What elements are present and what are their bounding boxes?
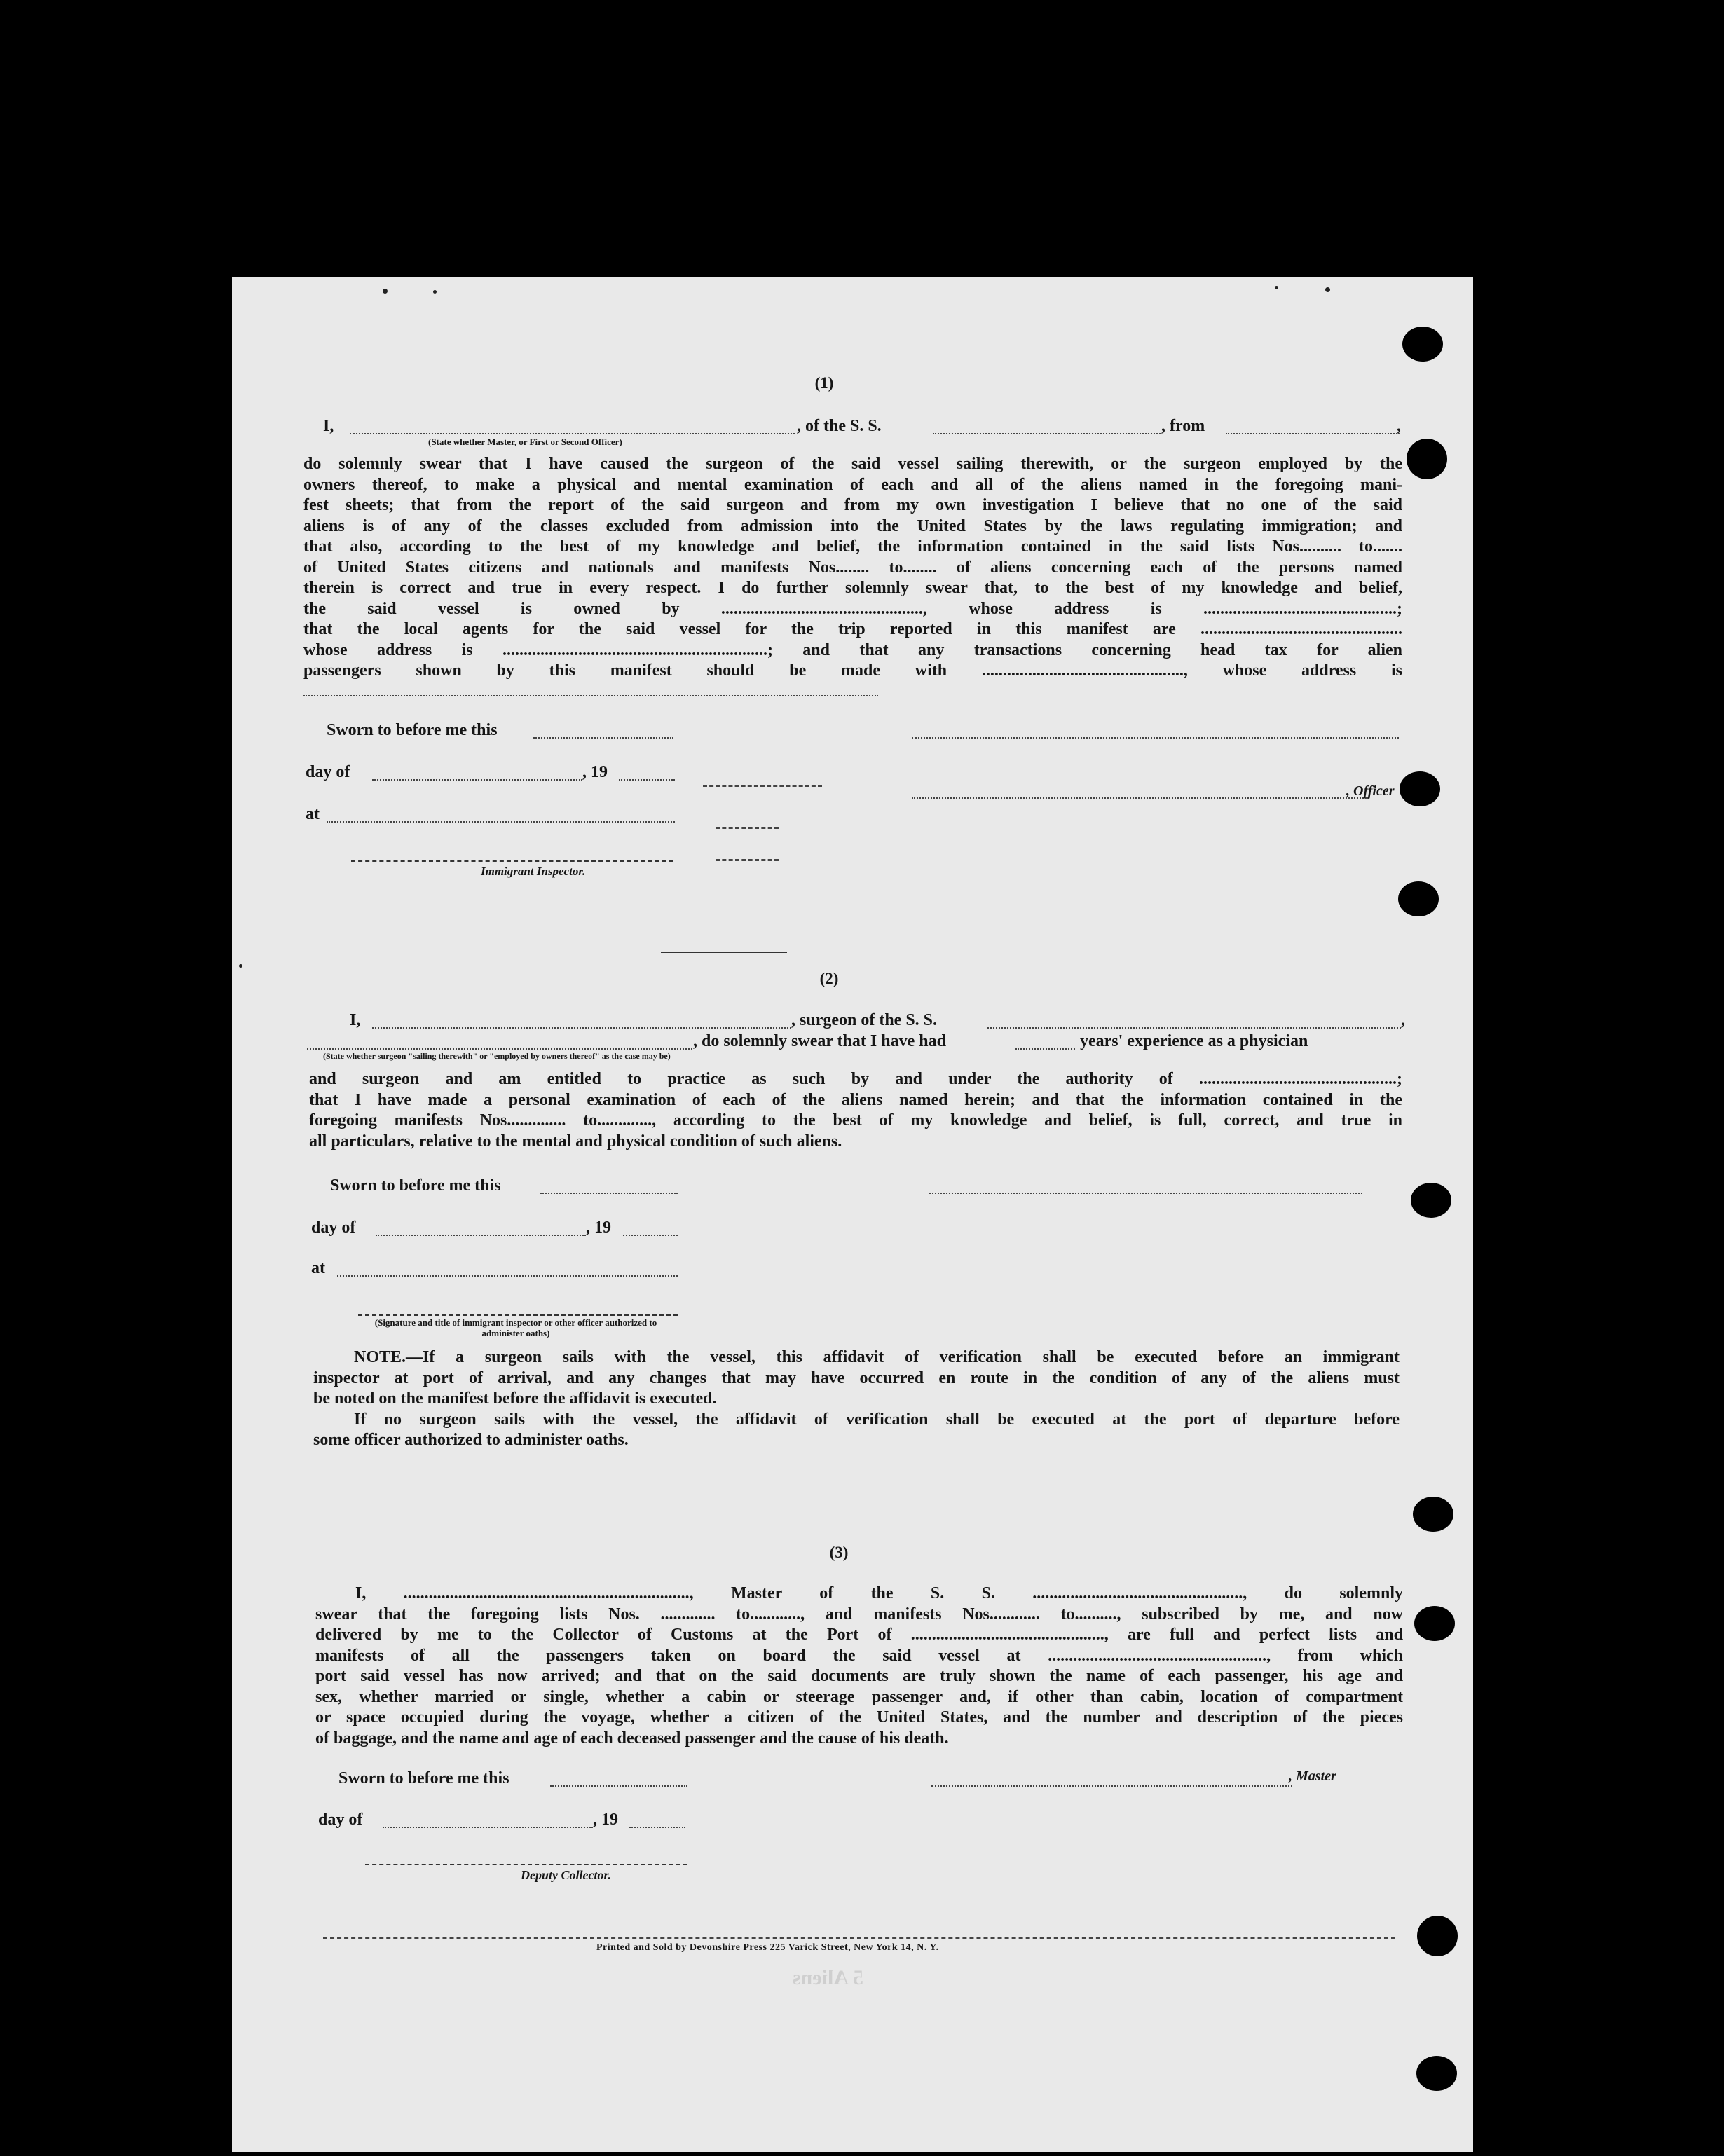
section-1-number: (1) — [814, 374, 834, 392]
paragraph-line: or space occupied during the voyage, whether a citizen of the United States, and the number and description of the pieces — [315, 1708, 1403, 1726]
inspector-signature-line — [358, 1314, 678, 1316]
blank-years[interactable] — [1015, 1048, 1075, 1050]
paragraph-line: swear that the foregoing lists Nos. ............. to............, and manifests Nos............ to.........., subscribed by me, and now — [315, 1605, 1403, 1623]
section-3-paragraph — [315, 1584, 1403, 1749]
section-1-day-of: day of — [306, 763, 350, 781]
note-line: be noted on the manifest before the affidavit is executed. — [313, 1389, 717, 1408]
blank-at-place[interactable] — [327, 821, 675, 823]
binder-hole — [1411, 1183, 1451, 1218]
section-3-master: , Master — [1289, 1769, 1336, 1784]
blank-officer-signature-2[interactable] — [912, 797, 1369, 799]
paragraph-line: whose address is ...............................................................; and that any transactions concerning head tax for alien — [303, 640, 1402, 659]
blank-day-month[interactable] — [372, 779, 582, 781]
section-3-day-of: day of — [318, 1811, 363, 1829]
collector-signature-line — [365, 1864, 687, 1865]
speck — [1325, 287, 1330, 292]
blank-surgeon-name[interactable] — [372, 1027, 791, 1029]
paragraph-line: foregoing manifests Nos.............. to............., according to the best of my knowledge and belief, is full, correct, and true in — [309, 1111, 1402, 1130]
section-1-inspector: Immigrant Inspector. — [481, 865, 586, 878]
paragraph-line: that I have made a personal examination of each of the aliens named herein; and that the information contained in the — [309, 1090, 1402, 1109]
paragraph-line: owners thereof, to make a physical and mental examination of each and all of the aliens named in the foregoing mani- — [303, 475, 1402, 494]
section-3-collector: Deputy Collector. — [521, 1868, 611, 1882]
blank-at-place[interactable] — [337, 1275, 678, 1277]
paragraph-line: aliens is of any of the classes excluded from admission into the United States by the laws regulating immigration; and — [303, 516, 1402, 535]
section-1-paragraph — [303, 454, 1402, 682]
paragraph-line: that the local agents for the said vessel for the trip reported in this manifest are ................................................ — [303, 620, 1402, 638]
speck — [1275, 286, 1278, 289]
comma: , — [1397, 417, 1401, 435]
note-line: If no surgeon sails with the vessel, the affidavit of verification shall be executed at the port of departure before — [354, 1410, 1400, 1429]
section-1-subcaption: (State whether Master, or First or Second Officer) — [428, 437, 622, 447]
paragraph-line: fest sheets; that from the report of the said surgeon and from my own investigation I believe that no one of the said — [303, 496, 1402, 514]
binder-hole — [1407, 439, 1447, 479]
section-2-year: , 19 — [586, 1218, 611, 1237]
blank-sworn-date[interactable] — [533, 737, 673, 739]
binder-hole — [1402, 327, 1443, 362]
paragraph-line: therein is correct and true in every respect. I do further solemnly swear that, to the best of my knowledge and belief, — [303, 579, 1402, 597]
blank-day-month[interactable] — [376, 1235, 586, 1236]
paragraph-line: and surgeon and am entitled to practice as such by and under the authority of ...............................................; — [309, 1070, 1402, 1088]
blank-surgeon-vessel[interactable] — [987, 1027, 1401, 1029]
blank-day-month[interactable] — [383, 1827, 593, 1828]
blank-surgeon-signature[interactable] — [929, 1193, 1362, 1194]
section-1-officer: , Officer — [1346, 783, 1395, 799]
paragraph-line: passengers shown by this manifest should be made with ................................................, whose address is — [303, 661, 1402, 680]
blank-officer-rank[interactable] — [350, 433, 795, 434]
note-line: NOTE.—If a surgeon sails with the vessel, this affidavit of verification shall be executed before an immigrant — [354, 1348, 1400, 1366]
section-2-note — [313, 1347, 1400, 1451]
blank-master-signature[interactable] — [931, 1785, 1292, 1787]
inspector-signature-line — [351, 860, 673, 862]
printed-dash-line — [703, 785, 822, 787]
section-2-sworn: Sworn to before me this — [330, 1176, 501, 1195]
section-1-sworn: Sworn to before me this — [327, 721, 498, 739]
paragraph-line: of United States citizens and nationals and manifests Nos........ to........ of aliens concerning each of the persons named — [303, 558, 1402, 577]
section-1-of-ss: , of the S. S. — [797, 417, 882, 435]
paragraph-line: port said vessel has now arrived; and that on the said documents are truly shown the name of each passenger, his age and — [315, 1667, 1403, 1685]
binder-hole — [1400, 771, 1440, 806]
footer-rule — [323, 1937, 1395, 1939]
section-2-i: I, — [350, 1011, 361, 1029]
bleed-through-text: 5 Aliens — [793, 1966, 863, 1989]
section-1-from: , from — [1161, 417, 1205, 435]
blank-sworn-date[interactable] — [550, 1785, 687, 1787]
paragraph-line: do solemnly swear that I have caused the surgeon of the said vessel sailing therewith, or the surgeon employed by the — [303, 455, 1402, 473]
blank-agent-address[interactable] — [303, 695, 878, 696]
section-1-at: at — [306, 805, 320, 823]
paragraph-line: of baggage, and the name and age of each deceased passenger and the cause of his death. — [315, 1729, 949, 1748]
blank-year[interactable] — [619, 779, 675, 781]
speck — [239, 964, 242, 968]
paragraph-line: sex, whether married or single, whether a cabin or steerage passenger and, if other than cabin, location of compartment — [315, 1687, 1403, 1706]
section-2-subcaption: (State whether surgeon "sailing therewith" or "employed by owners thereof" as the case may be) — [323, 1051, 671, 1061]
comma: , — [1401, 1011, 1405, 1029]
paragraph-line: all particulars, relative to the mental and physical condition of such aliens. — [309, 1132, 842, 1151]
blank-year[interactable] — [623, 1235, 678, 1236]
section-1-year: , 19 — [582, 763, 608, 781]
printed-dash-line — [716, 859, 779, 861]
note-line: inspector at port of arrival, and any changes that may have occurred en route in the condition of any of the aliens must — [313, 1368, 1400, 1387]
paragraph-line: manifests of all the passengers taken on board the said vessel at ...................................................., from which — [315, 1646, 1403, 1665]
section-2-swear: , do solemnly swear that I have had — [693, 1032, 946, 1050]
printer-footer: Printed and Sold by Devonshire Press 225 Varick Street, New York 14, N. Y. — [596, 1942, 939, 1953]
manifest-page — [232, 277, 1473, 2152]
paragraph-line: I, ...................................................................., Master of the S. S. .................................................., do solemnly — [355, 1584, 1403, 1602]
speck — [433, 290, 437, 294]
binder-hole — [1414, 1606, 1455, 1641]
binder-hole — [1398, 881, 1439, 916]
section-2-day-of: day of — [311, 1218, 356, 1237]
printed-rule — [661, 952, 787, 953]
section-2-number: (2) — [819, 970, 839, 987]
binder-hole — [1413, 1497, 1453, 1532]
printed-dash-line — [716, 827, 779, 829]
speck — [383, 289, 388, 294]
section-2-years: years' experience as a physician — [1080, 1032, 1308, 1050]
section-3-year: , 19 — [593, 1811, 618, 1829]
section-2-surgeon: , surgeon of the S. S. — [791, 1011, 938, 1029]
section-3-sworn: Sworn to before me this — [338, 1769, 509, 1787]
section-3-number: (3) — [829, 1544, 849, 1561]
paragraph-line: delivered by me to the Collector of Customs at the Port of .............................................., are full and perfect lists and — [315, 1626, 1403, 1644]
section-2-at: at — [311, 1259, 325, 1277]
section-2-signature-caption: (Signature and title of immigrant inspector or other officer authorized to administer oaths) — [374, 1317, 657, 1338]
blank-year[interactable] — [629, 1827, 685, 1828]
note-line: some officer authorized to administer oaths. — [313, 1431, 629, 1449]
paragraph-line: that also, according to the best of my knowledge and belief, the information contained in the said lists Nos.......... to....... — [303, 537, 1402, 556]
blank-officer-signature-1[interactable] — [912, 737, 1399, 739]
blank-from-port[interactable] — [1226, 433, 1400, 434]
blank-vessel-name[interactable] — [933, 433, 1161, 434]
binder-hole — [1416, 2056, 1457, 2091]
section-2-paragraph — [309, 1069, 1402, 1152]
paragraph-line: the said vessel is owned by ................................................, whose address is ..............................................; — [303, 599, 1402, 618]
section-1-i: I, — [323, 417, 334, 435]
blank-surgeon-status[interactable] — [307, 1048, 692, 1050]
binder-hole — [1417, 1916, 1458, 1956]
blank-sworn-date[interactable] — [540, 1193, 678, 1194]
